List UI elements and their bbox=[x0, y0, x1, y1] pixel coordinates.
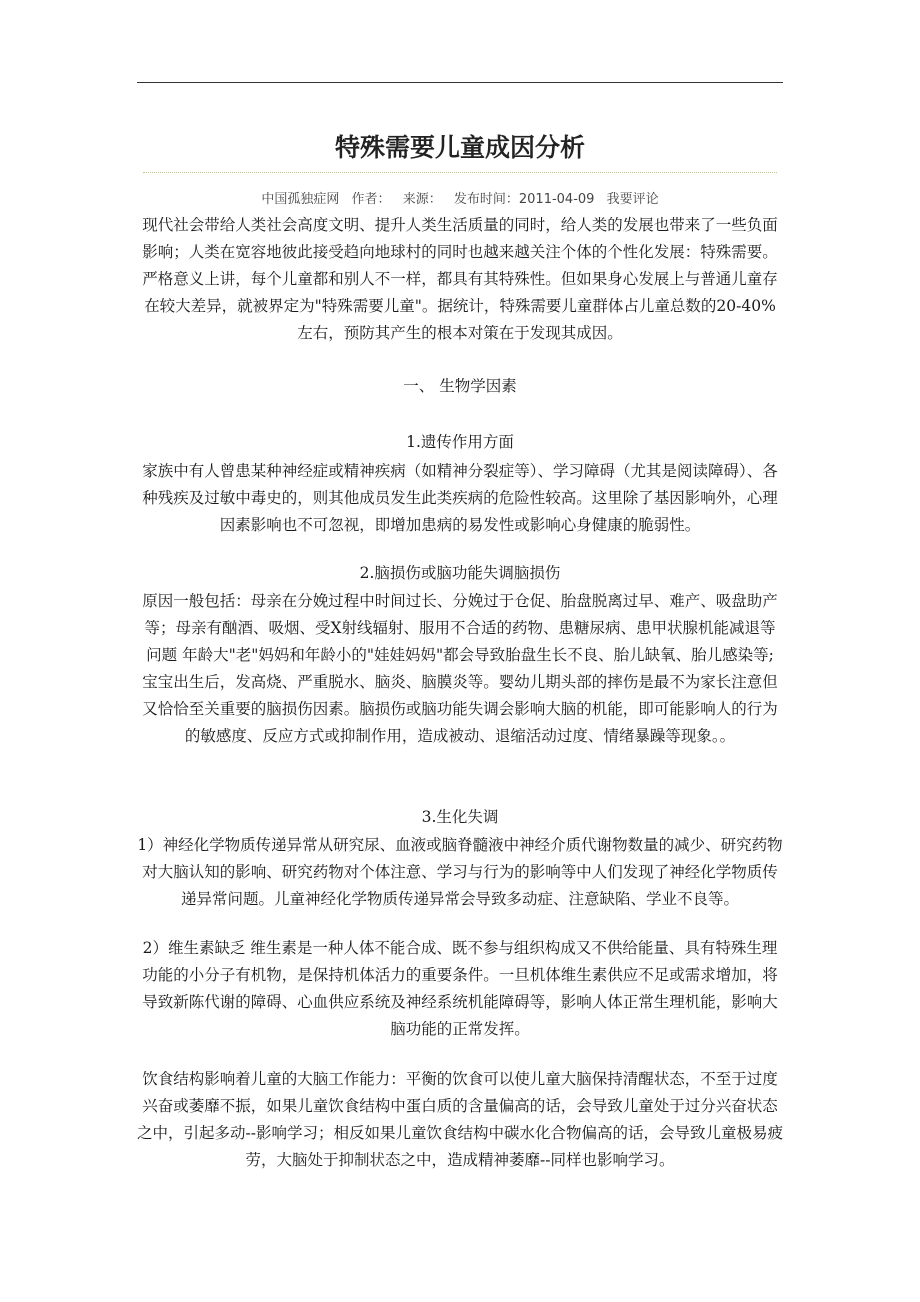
genetics-paragraph: 家族中有人曾患某种神经症或精神疾病（如精神分裂症等）、学习障碍（尤其是阅读障碍）、各种残疾及过敏中毒史的，则其他成员发生此类疾病的危险性较高。这里除了基因影响外，心理因素影响也不可忽视，即增加患病的易发性或影响心身健康的脆弱性。 bbox=[142, 462, 778, 534]
subheading-brain-injury: 2.脑损伤或脑功能失调脑损伤 bbox=[359, 564, 561, 582]
subheading-genetics: 1.遗传作用方面 bbox=[406, 433, 514, 451]
comment-link[interactable]: 我要评论 bbox=[606, 192, 659, 207]
intro-paragraph: 现代社会带给人类社会高度文明、提升人类生活质量的同时，给人类的发展也带来了一些负面影响；人类在宽容地彼此接受趋向地球村的同时也越来越关注个体的个性化发展：特殊需要。严格意义上讲，每个儿童都和别人不一样，都具有其特殊性。但如果身心发展上与普通儿童存在较大差异，就被界定为"特殊需要儿童"。据统计，特殊需要儿童群体占儿童总数的20-40%左右，预防其产生的根本对策在于发现其成因。 bbox=[142, 216, 778, 342]
brain-injury-paragraph: 原因一般包括：母亲在分娩过程中时间过长、分娩过于仓促、胎盘脱离过早、难产、吸盘助产等；母亲有酗酒、吸烟、受X射线辐射、服用不合适的药物、患糖尿病、患甲状腺机能减退等问题 年龄大"老"妈妈和年龄小的"娃娃妈妈"都会导致胎盘生长不良、胎儿缺氧、胎儿感染等; 宝宝出生后，发高烧、严重脱水、脑炎、脑膜炎等。婴幼儿期头部的摔伤是最不为家长注意但又恰恰至关重要的脑损伤因素。脑损伤或脑功能失调会影响大脑的机能，即可能影响人的行为的敏感度、反应方式或抑制作用，造成被动、退缩活动过度、情绪暴躁等现象。。 bbox=[142, 592, 778, 745]
subheading-biochemical: 3.生化失调 bbox=[421, 808, 499, 826]
section-heading-biological: 一、 生物学因素 bbox=[403, 377, 517, 395]
published-date: 2011-04-09 bbox=[518, 192, 595, 207]
vitamin-paragraph: 2）维生素缺乏 维生素是一种人体不能合成、既不参与组织构成又不供给能量、具有特殊生理功能的小分子有机物，是保持机体活力的重要条件。一旦机体维生素供应不足或需求增加，将导致新陈代谢的障碍、心血供应系统及神经系统机能障碍等，影响人体正常生理机能，影响大脑功能的正常发挥。 bbox=[142, 939, 778, 1038]
top-divider bbox=[137, 82, 783, 83]
published-label: 发布时间： bbox=[453, 192, 519, 207]
neurochemical-paragraph: 1）神经化学物质传递异常从研究尿、血液或脑脊髓液中神经介质代谢物数量的减少、研究药物对大脑认知的影响、研究药物对个体注意、学习与行为的影响等中人们发现了神经化学物质传递异常问题。儿童神经化学物质传递异常会导致多动症、注意缺陷、学业不良等。 bbox=[137, 836, 783, 908]
page-title: 特殊需要儿童成因分析 bbox=[334, 133, 585, 162]
source-site: 中国孤独症网 bbox=[261, 192, 340, 207]
author-label: 作者： bbox=[351, 192, 391, 207]
published-date-group bbox=[454, 192, 595, 207]
title-underline bbox=[143, 172, 777, 173]
source-label: 来源： bbox=[402, 192, 442, 207]
article-meta bbox=[137, 188, 783, 207]
diet-paragraph: 饮食结构影响着儿童的大脑工作能力：平衡的饮食可以使儿童大脑保持清醒状态，不至于过度兴奋或萎靡不振，如果儿童饮食结构中蛋白质的含量偏高的话，会导致儿童处于过分兴奋状态之中，引起多动--影响学习；相反如果儿童饮食结构中碳水化合物偏高的话，会导致儿童极易疲劳，大脑处于抑制状态之中，造成精神萎靡--同样也影响学习。 bbox=[137, 1070, 783, 1169]
